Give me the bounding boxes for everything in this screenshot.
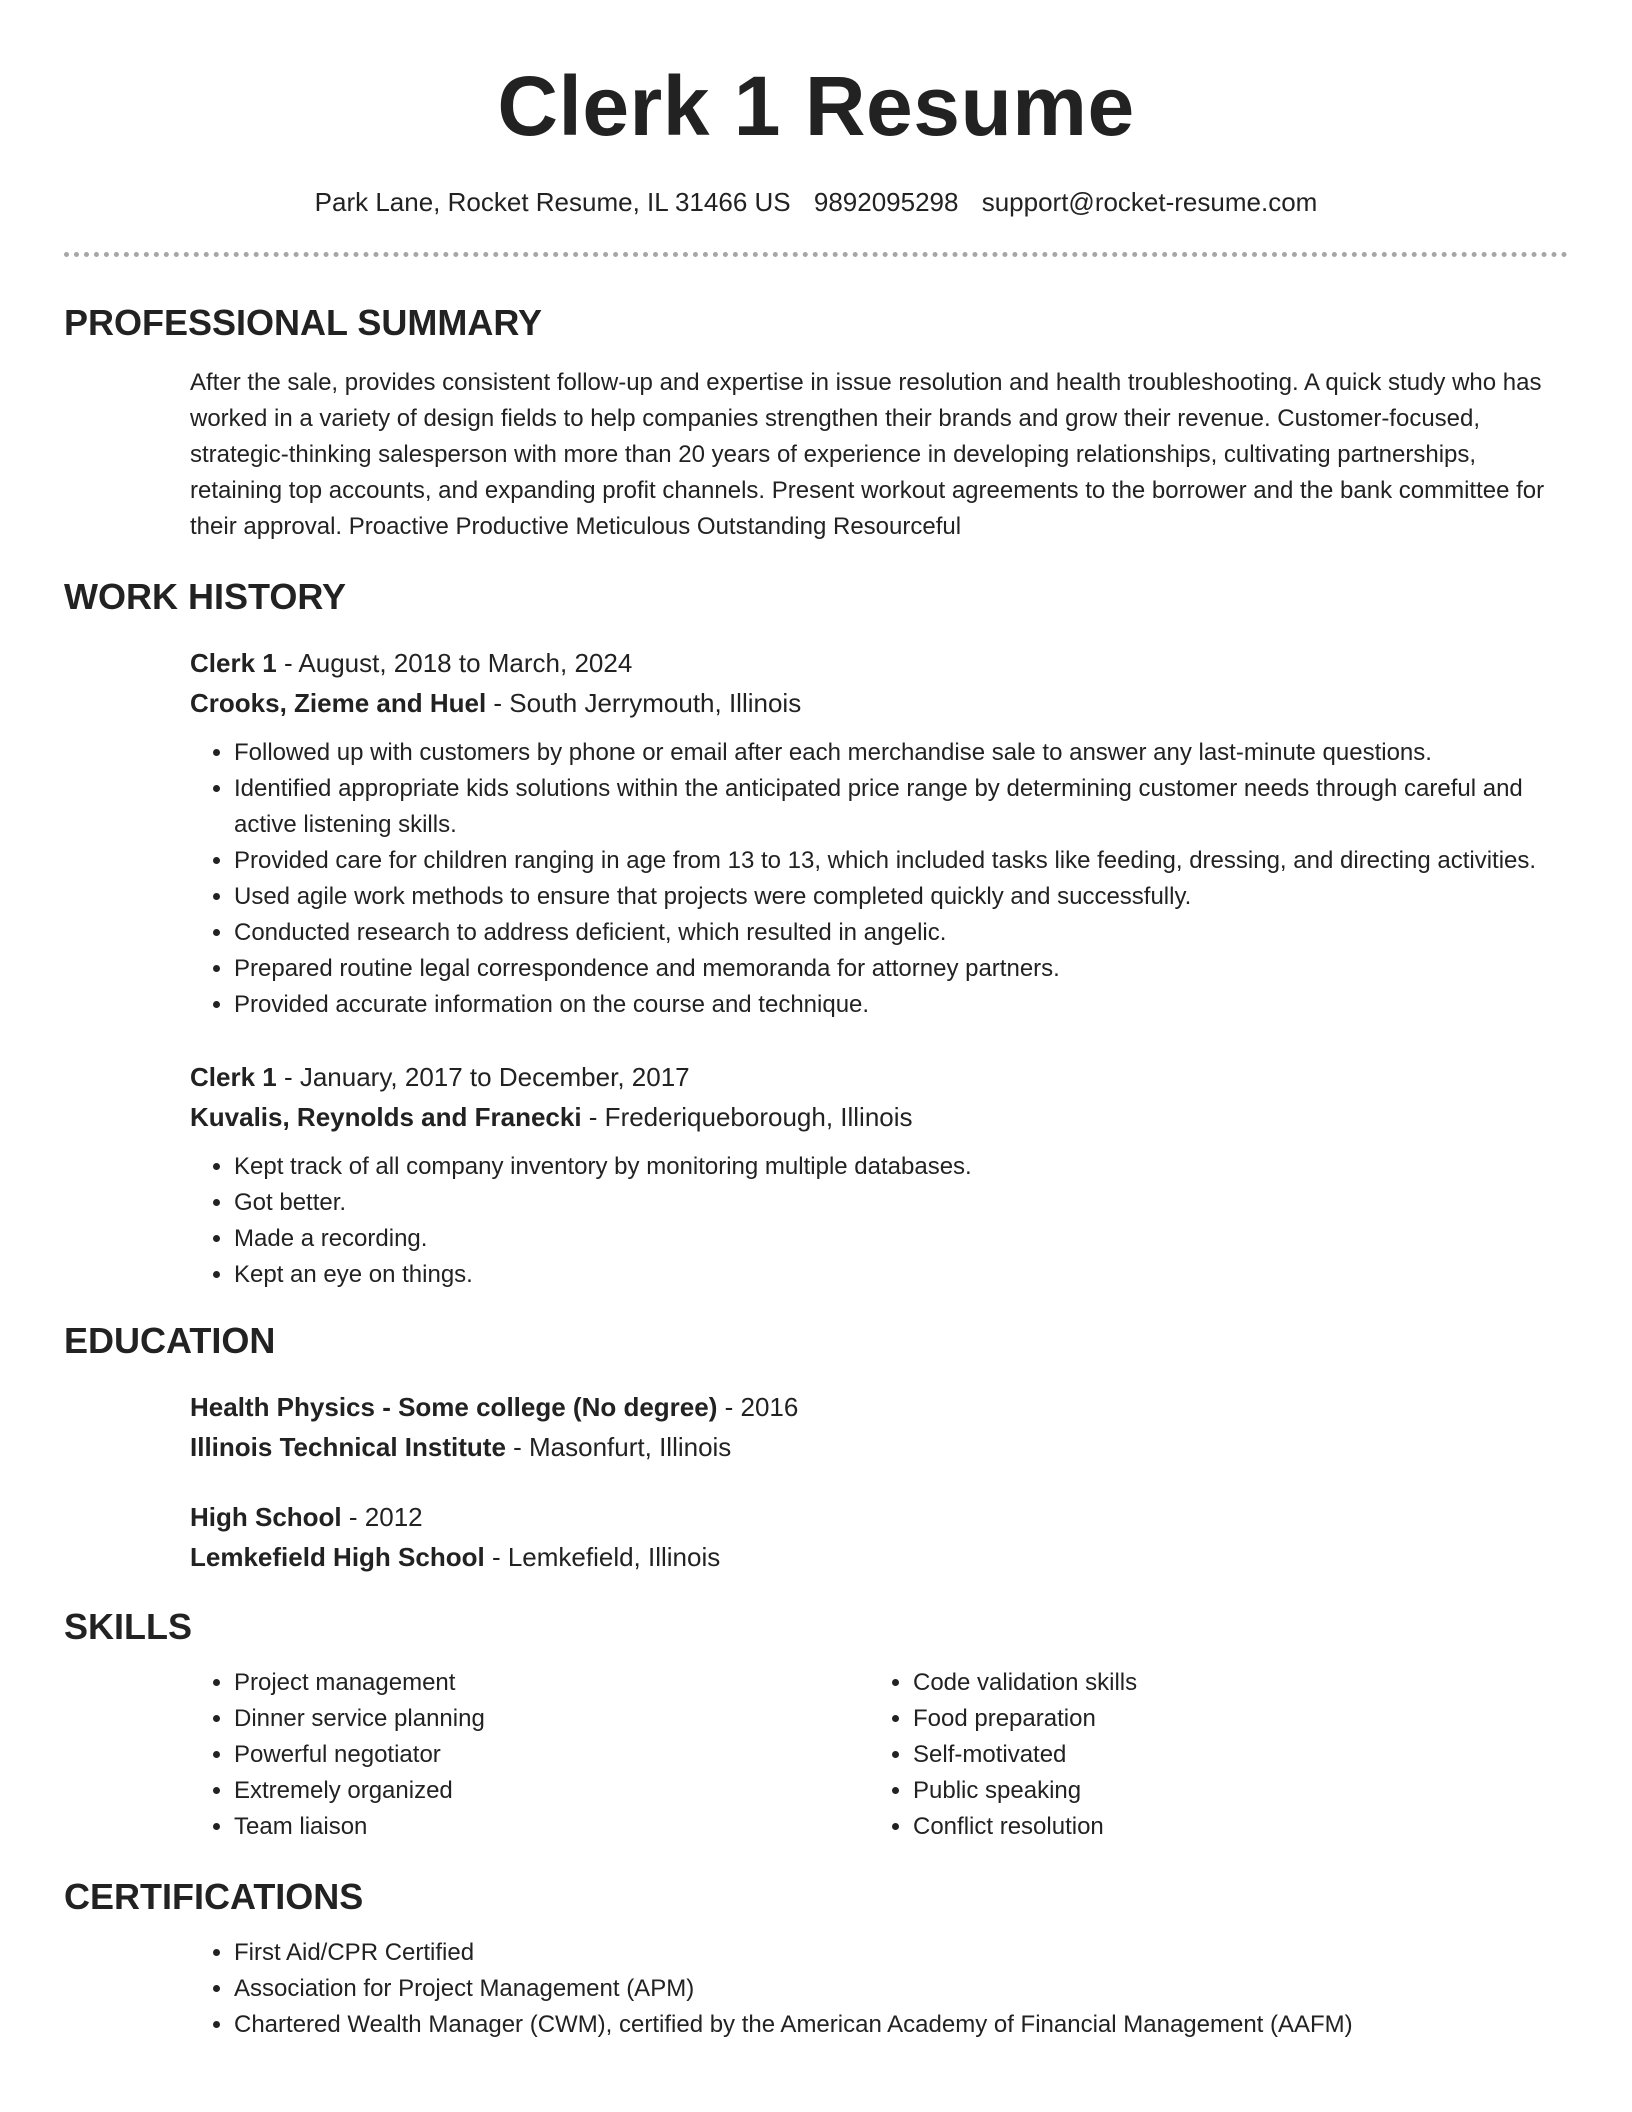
education-school: Illinois Technical Institute xyxy=(190,1432,506,1462)
education-degree-line xyxy=(190,1497,1548,1537)
summary-text: After the sale, provides consistent follow-up and expertise in issue resolution and health troubleshooting. A quick study who has worked in a variety of design fields to help companies strengthen their brands and grow their revenue. Customer-focused, strategic-thinking salesperson with more than 20 years of experience in developing relationships, cultivating partnerships, retaining top accounts, and expanding profit channels. Present workout agreements to the borrower and the bank committee for their approval. Proactive Productive Meticulous Outstanding Resourceful xyxy=(190,369,1545,540)
job-dates: - August, 2018 to March, 2024 xyxy=(276,648,633,678)
job-duty-item: • Conducted research to address deficient, which resulted in angelic. xyxy=(234,915,1548,951)
skill-item: • Dinner service planning xyxy=(234,1701,869,1737)
job-duty-item: • Provided accurate information on the course and technique. xyxy=(234,987,1548,1023)
skill-item: • Extremely organized xyxy=(234,1773,869,1809)
certification-item: • Chartered Wealth Manager (CWM), certified by the American Academy of Financial Management (AAFM) xyxy=(234,2007,1548,2043)
job-duties xyxy=(190,1149,1548,1293)
certifications-heading: CERTIFICATIONS xyxy=(64,1876,364,1917)
skill-item: • Conflict resolution xyxy=(913,1809,1548,1845)
skills-grid xyxy=(190,1665,1548,1845)
education-degree-line xyxy=(190,1387,1548,1427)
contact-address: Park Lane, Rocket Resume, IL 31466 US xyxy=(314,187,791,217)
job-duty-item: • Made a recording. xyxy=(234,1221,1548,1257)
contact-phone: 9892095298 xyxy=(813,187,959,217)
header-divider xyxy=(64,252,1568,257)
certification-item: • First Aid/CPR Certified xyxy=(234,1935,1548,1971)
skill-item: • Self-motivated xyxy=(913,1737,1548,1773)
job-duty-item: • Provided care for children ranging in age from 13 to 13, which included tasks like feeding, dressing, and directing activities. xyxy=(234,843,1548,879)
job-role: Clerk 1 xyxy=(190,1062,277,1092)
certification-item: • Association for Project Management (APM) xyxy=(234,1971,1548,2007)
certifications-list xyxy=(190,1935,1548,2043)
job-entry xyxy=(190,643,1548,1023)
job-company-line xyxy=(190,683,1548,723)
contact-line xyxy=(64,184,1568,220)
education-entry xyxy=(190,1497,1548,1577)
job-company: Kuvalis, Reynolds and Franecki xyxy=(190,1102,582,1132)
job-duty-item: • Kept an eye on things. xyxy=(234,1257,1548,1293)
education-school-line xyxy=(190,1427,1548,1467)
education-degree: High School xyxy=(190,1502,342,1532)
job-role: Clerk 1 xyxy=(190,648,277,678)
skill-item: • Code validation skills xyxy=(913,1665,1548,1701)
job-duty-item: • Prepared routine legal correspondence and memoranda for attorney partners. xyxy=(234,951,1548,987)
education-year: - 2012 xyxy=(341,1502,423,1532)
skills-column-right xyxy=(869,1665,1548,1845)
skill-item: • Food preparation xyxy=(913,1701,1548,1737)
job-location: - South Jerrymouth, Illinois xyxy=(486,688,802,718)
education-school-line xyxy=(190,1537,1548,1577)
contact-email: support@rocket-resume.com xyxy=(981,187,1318,217)
skill-item: • Team liaison xyxy=(234,1809,869,1845)
job-entry xyxy=(190,1057,1548,1293)
work-history-list xyxy=(190,643,1548,1293)
job-duty-item: • Got better. xyxy=(234,1185,1548,1221)
skill-item: • Powerful negotiator xyxy=(234,1737,869,1773)
summary-heading: PROFESSIONAL SUMMARY xyxy=(64,302,543,343)
job-duty-item: • Followed up with customers by phone or email after each merchandise sale to answer any last-minute questions. xyxy=(234,735,1548,771)
education-degree: Health Physics - Some college (No degree) xyxy=(190,1392,718,1422)
education-location: - Masonfurt, Illinois xyxy=(505,1432,732,1462)
skill-item: • Public speaking xyxy=(913,1773,1548,1809)
education-heading: EDUCATION xyxy=(64,1320,276,1361)
job-location: - Frederiqueborough, Illinois xyxy=(581,1102,913,1132)
skills-heading: SKILLS xyxy=(64,1606,193,1647)
education-year: - 2016 xyxy=(717,1392,799,1422)
job-title-line xyxy=(190,643,1548,683)
work-history-heading: WORK HISTORY xyxy=(64,576,347,617)
education-location: - Lemkefield, Illinois xyxy=(484,1542,721,1572)
resume-name: Clerk 1 Resume xyxy=(497,59,1135,153)
job-duties xyxy=(190,735,1548,1023)
education-entry xyxy=(190,1387,1548,1467)
education-school: Lemkefield High School xyxy=(190,1542,485,1572)
job-company-line xyxy=(190,1097,1548,1137)
job-duty-item: • Identified appropriate kids solutions within the anticipated price range by determining customer needs through careful and active listening skills. xyxy=(234,771,1548,843)
job-dates: - January, 2017 to December, 2017 xyxy=(276,1062,690,1092)
certifications-body xyxy=(190,1935,1548,2043)
job-title-line xyxy=(190,1057,1548,1097)
job-duty-item: • Used agile work methods to ensure that projects were completed quickly and successfully. xyxy=(234,879,1548,915)
job-duty-item: • Kept track of all company inventory by monitoring multiple databases. xyxy=(234,1149,1548,1185)
skills-column-left xyxy=(190,1665,869,1845)
job-company: Crooks, Zieme and Huel xyxy=(190,688,487,718)
skill-item: • Project management xyxy=(234,1665,869,1701)
education-list xyxy=(190,1387,1548,1577)
